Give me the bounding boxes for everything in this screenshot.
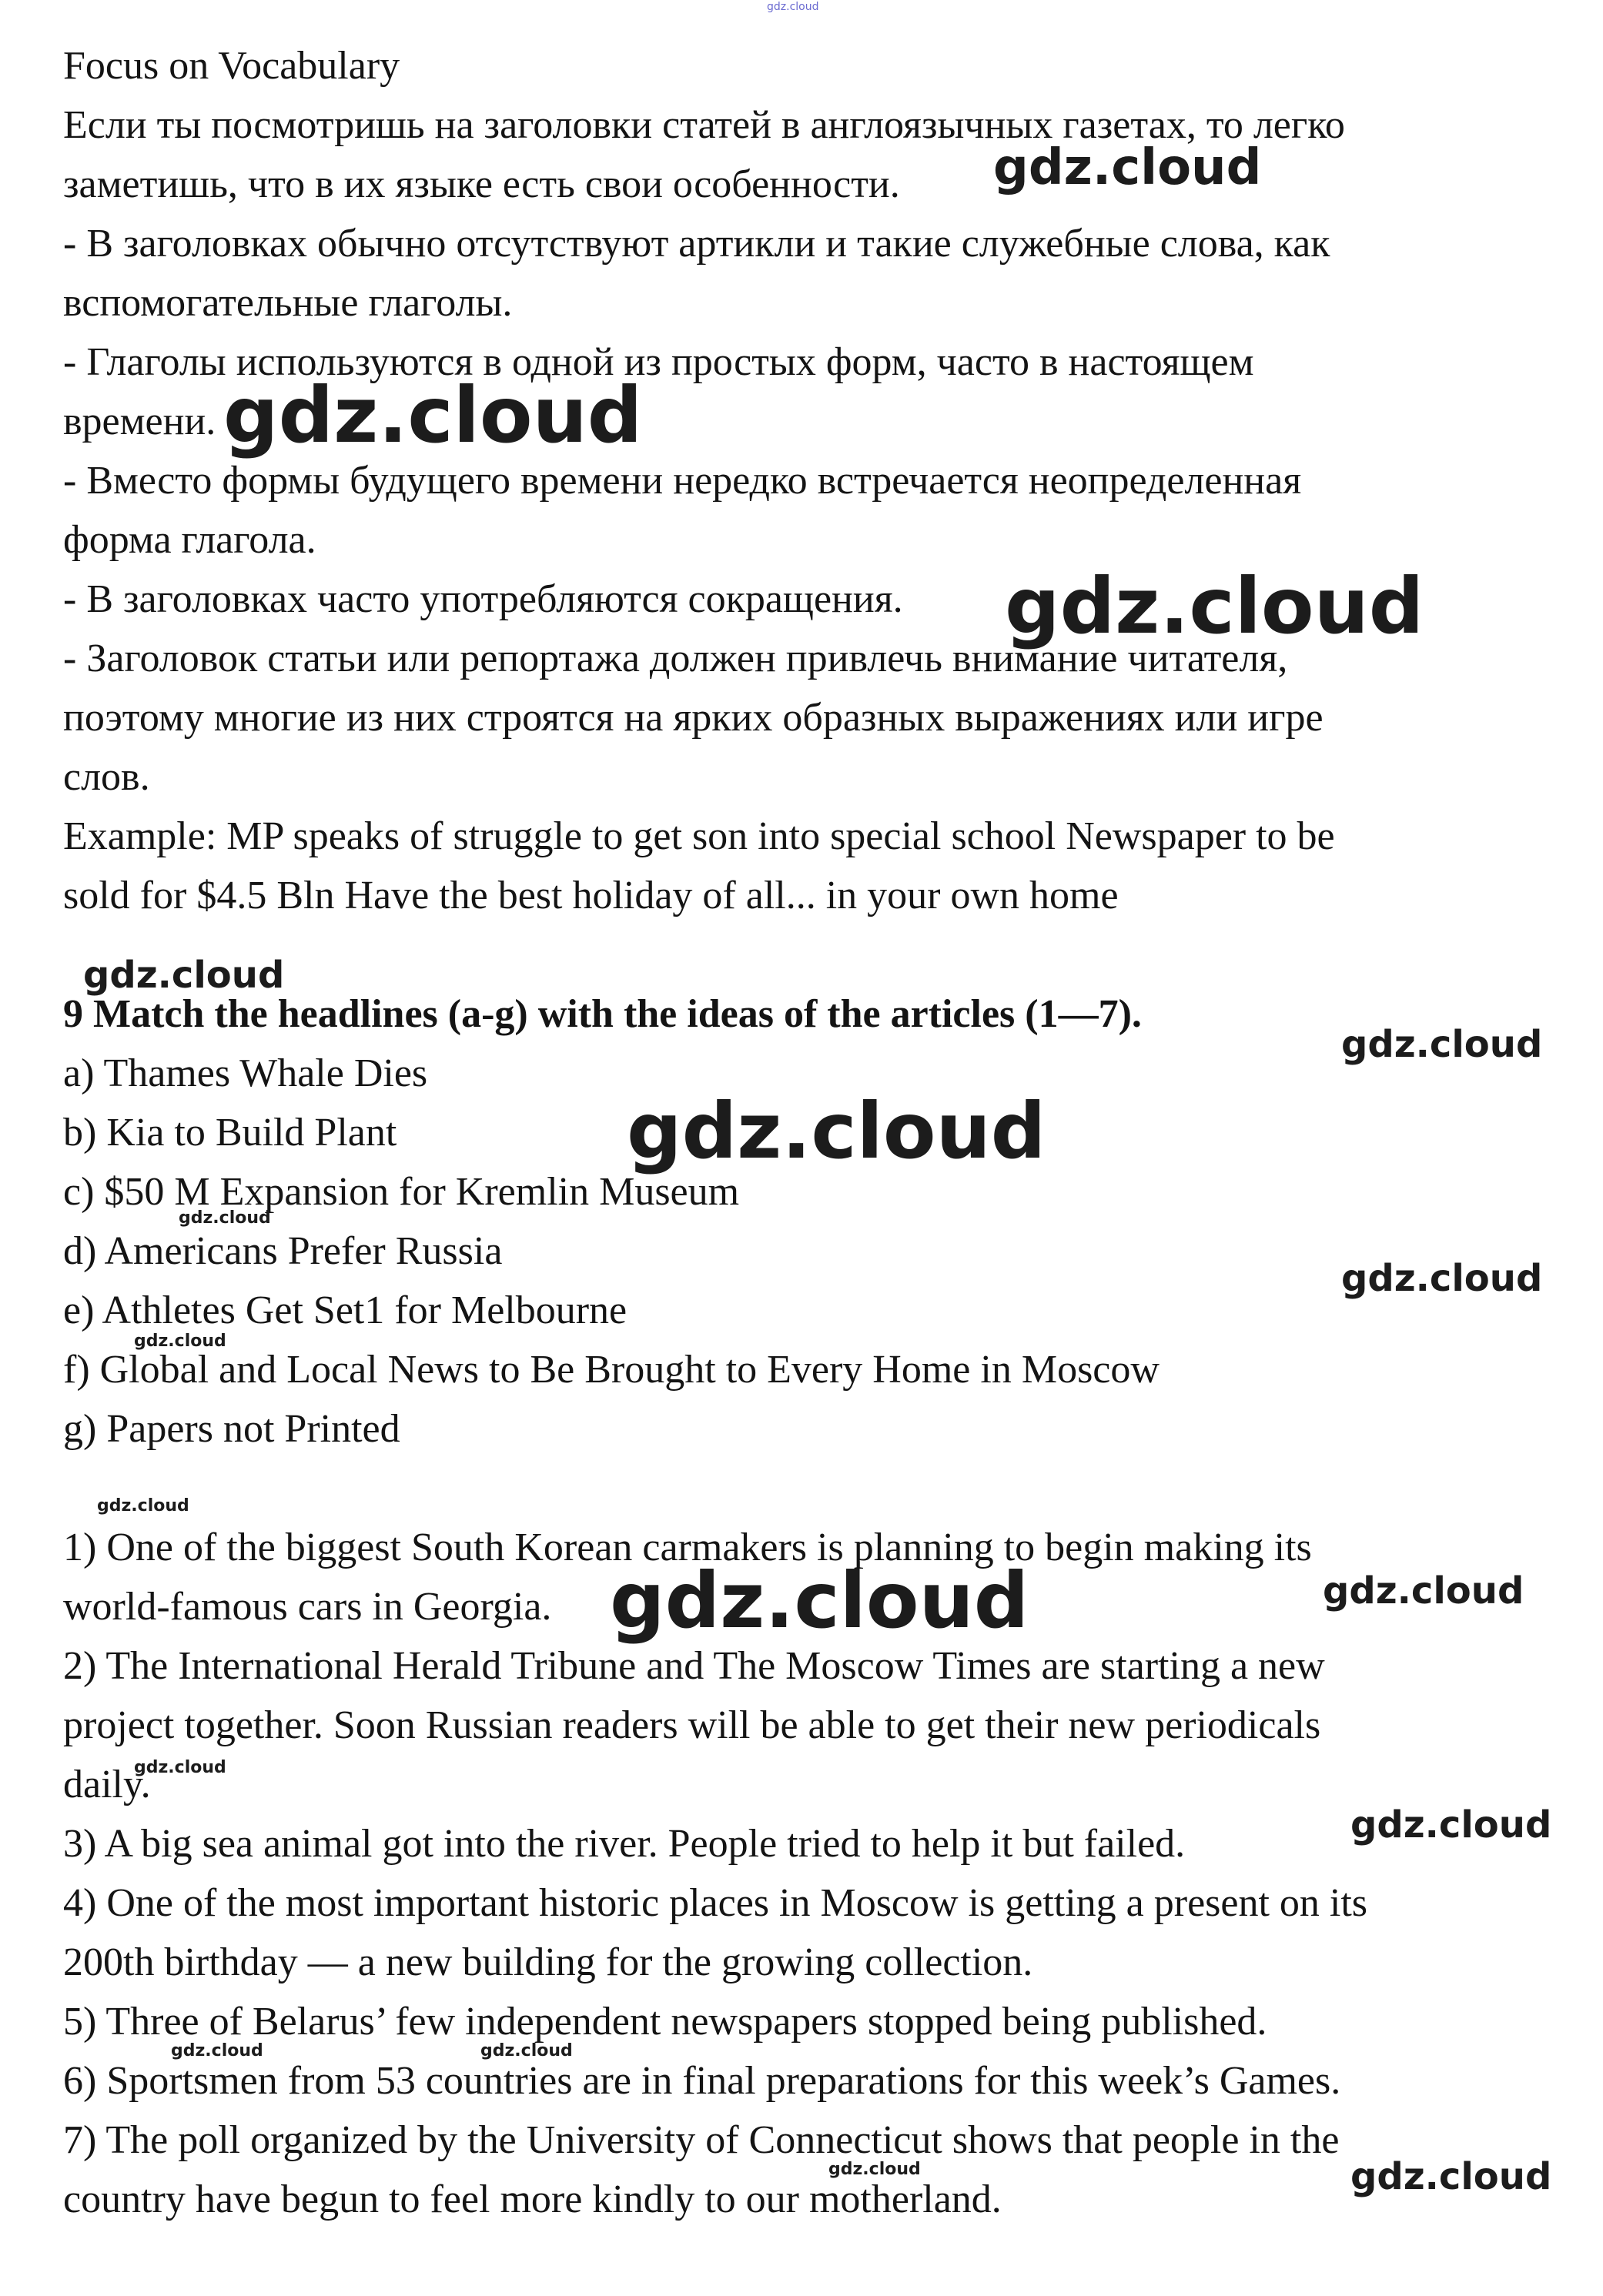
idea-line: 200th birthday — a new building for the growing collection. [63,1940,1033,1984]
watermark: gdz.cloud [767,1,819,13]
section-title: Focus on Vocabulary [63,44,400,88]
watermark: gdz.cloud [610,1556,1029,1646]
watermark: gdz.cloud [134,1758,226,1777]
watermark: gdz.cloud [83,954,285,997]
intro-line: вспомогательные глаголы. [63,281,513,325]
intro-line: - Заголовок статьи или репортажа должен привлечь внимание читателя, [63,637,1288,680]
intro-line: слов. [63,755,150,799]
headline-item: c) $50 M Expansion for Kremlin Museum [63,1170,740,1214]
watermark: gdz.cloud [1341,1023,1543,1066]
idea-line: project together. Soon Russian readers will be able to get their new periodicals [63,1703,1321,1747]
idea-line: country have begun to feel more kindly to our motherland. [63,2177,1002,2221]
example-line: sold for $4.5 Bln Have the best holiday of all... in your own home [63,874,1119,917]
watermark: gdz.cloud [171,2041,263,2060]
idea-line: 2) The International Herald Tribune and The Moscow Times are starting a new [63,1644,1325,1688]
headline-item: d) Americans Prefer Russia [63,1229,503,1273]
idea-line: 3) A big sea animal got into the river. People tried to help it but failed. [63,1822,1186,1866]
intro-line: - В заголовках часто употребляются сокращения. [63,577,903,621]
watermark: gdz.cloud [627,1086,1046,1176]
headline-item: g) Papers not Printed [63,1407,400,1451]
example-line: Example: MP speaks of struggle to get son into special school Newspaper to be [63,814,1335,858]
idea-line: daily. [63,1763,151,1806]
idea-line: world-famous cars in Georgia. [63,1585,552,1629]
watermark: gdz.cloud [1350,2155,1552,2198]
headline-item: e) Athletes Get Set1 for Melbourne [63,1288,627,1332]
watermark: gdz.cloud [1350,1803,1552,1846]
headline-item: f) Global and Local News to Be Brought to Every Home in Moscow [63,1348,1160,1392]
intro-line: времени. [63,399,216,443]
idea-line: 1) One of the biggest South Korean carmakers is planning to begin making its [63,1526,1312,1569]
watermark: gdz.cloud [1005,561,1424,651]
watermark: gdz.cloud [97,1496,189,1516]
intro-line: - В заголовках обычно отсутствуют артикли и такие служебные слова, как [63,222,1330,266]
intro-line: - Глаголы используются в одной из простых форм, часто в настоящем [63,340,1254,384]
exercise-title: 9 Match the headlines (a-g) with the ideas of the articles (1—7). [63,992,1142,1036]
watermark: gdz.cloud [993,139,1262,196]
intro-line: форма глагола. [63,518,316,562]
watermark: gdz.cloud [828,2160,921,2179]
idea-line: 4) One of the most important historic places in Moscow is getting a present on its [63,1881,1368,1925]
idea-line: 7) The poll organized by the University of Connecticut shows that people in the [63,2118,1340,2162]
idea-line: 6) Sportsmen from 53 countries are in final preparations for this week’s Games. [63,2059,1341,2103]
watermark: gdz.cloud [480,2041,573,2060]
headline-item: b) Kia to Build Plant [63,1111,397,1155]
watermark: gdz.cloud [1323,1569,1524,1613]
watermark: gdz.cloud [223,370,643,460]
headline-item: a) Thames Whale Dies [63,1051,428,1095]
intro-line: заметишь, что в их языке есть свои особенности. [63,162,900,206]
watermark: gdz.cloud [134,1332,226,1351]
intro-line: Если ты посмотришь на заголовки статей в англоязычных газетах, то легко [63,103,1345,147]
watermark: gdz.cloud [1341,1257,1543,1300]
intro-line: - Вместо формы будущего времени нередко встречается неопределенная [63,459,1302,503]
idea-line: 5) Three of Belarus’ few independent newspapers stopped being published. [63,2000,1267,2044]
watermark: gdz.cloud [179,1208,271,1228]
intro-line: поэтому многие из них строятся на ярких образных выражениях или игре [63,696,1324,740]
